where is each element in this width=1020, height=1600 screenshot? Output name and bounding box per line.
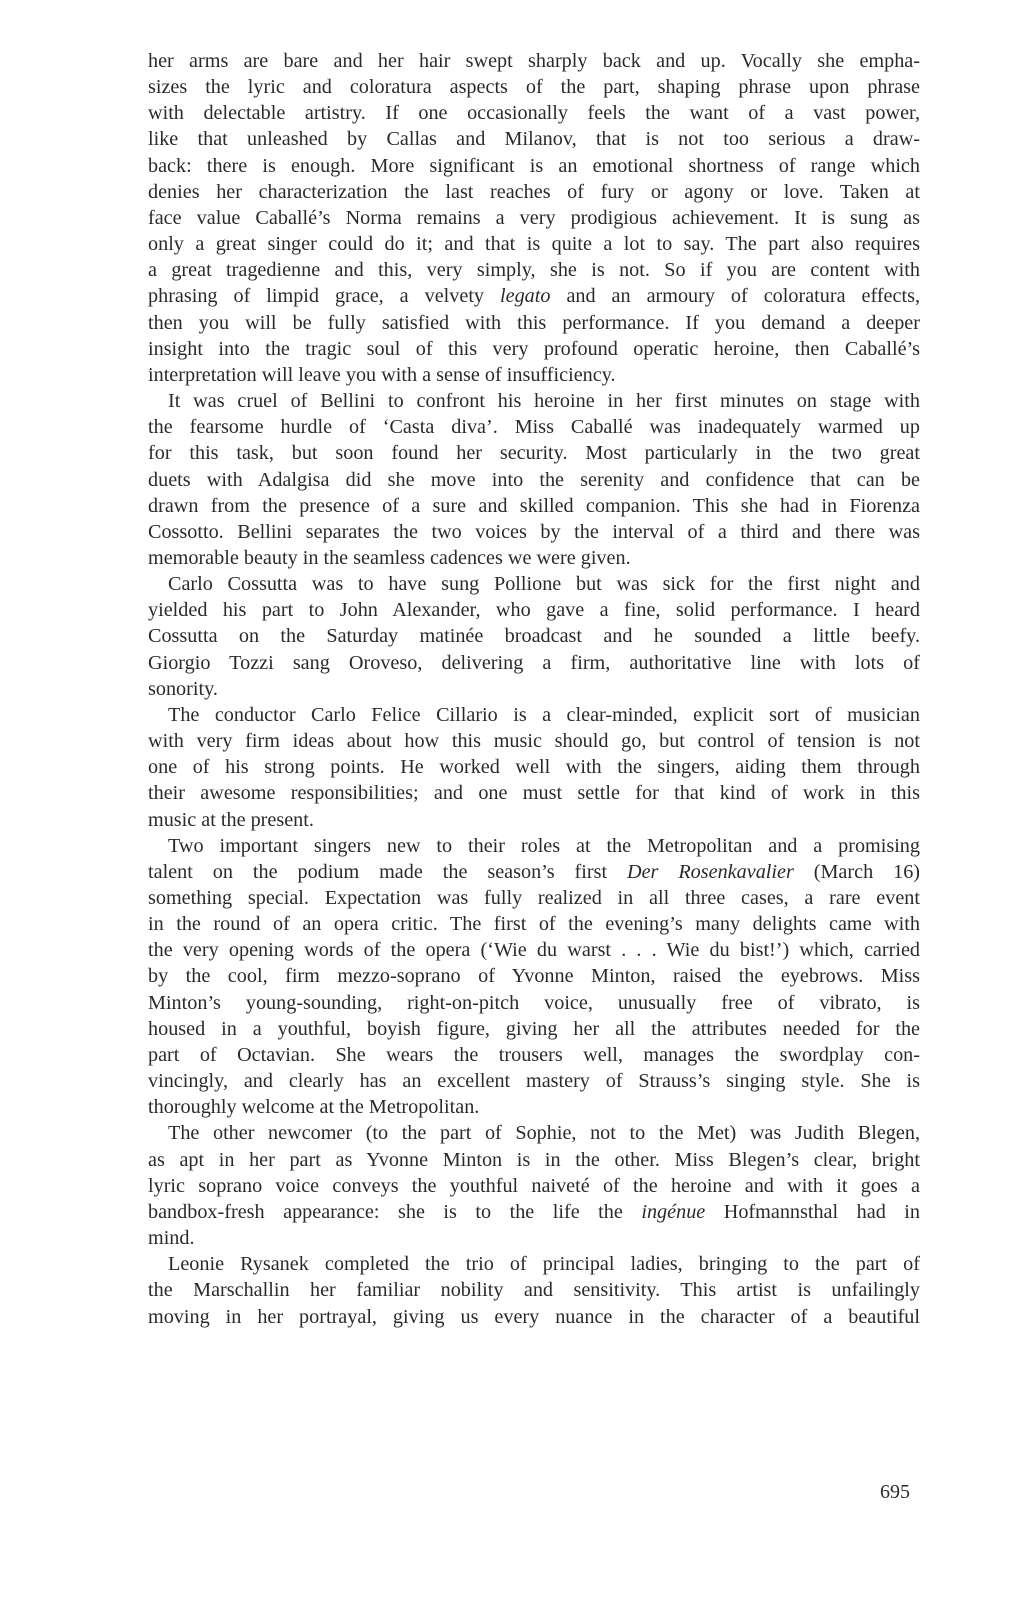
text-line: moving in her portrayal, giving us every nuance in the character of a beautiful: [148, 1305, 920, 1328]
text-line: one of his strong points. He worked well with the singers, aiding them through: [148, 756, 920, 779]
text-line: by the cool, firm mezzo-soprano of Yvonne Minton, raised the eyebrows. Miss: [148, 965, 920, 988]
text-line: bandbox-fresh appearance: she is to the life the ingénue Hofmannsthal had in: [148, 1200, 920, 1223]
text-line: The conductor Carlo Felice Cillario is a clear-minded, explicit sort of musician: [168, 703, 920, 726]
text-line: face value Caballé’s Norma remains a very prodigious achievement. It is sung as: [148, 206, 920, 229]
text-line: Cossutta on the Saturday matinée broadcast and he sounded a little beefy.: [148, 625, 920, 648]
text-line: phrasing of limpid grace, a velvety legato and an armoury of coloratura effects,: [148, 285, 920, 308]
text-line: insight into the tragic soul of this very profound operatic heroine, then Caballé’s: [148, 337, 920, 360]
text-line: duets with Adalgisa did she move into the serenity and confidence that can be: [148, 468, 920, 491]
paragraph: [148, 833, 920, 1121]
paragraph: [148, 1251, 920, 1329]
paragraph: [148, 702, 920, 833]
text-line: part of Octavian. She wears the trousers well, manages the swordplay con-: [148, 1043, 920, 1066]
italic-title: ingénue: [641, 1200, 706, 1223]
text-line: talent on the podium made the season’s first Der Rosenkavalier (March 16): [148, 860, 921, 883]
italic-title: Der Rosenkavalier: [627, 860, 794, 883]
text-line: Two important singers new to their roles at the Metropolitan and a promising: [168, 834, 920, 857]
text-line: Cossotto. Bellini separates the two voices by the interval of a third and there was: [148, 520, 920, 543]
italic-title: legato: [500, 285, 551, 308]
text-line: thoroughly welcome at the Metropolitan.: [148, 1096, 480, 1119]
text-line: for this task, but soon found her security. Most particularly in the two great: [148, 442, 920, 465]
paragraph: [148, 1120, 920, 1251]
text-line: memorable beauty in the seamless cadences we were given.: [148, 546, 631, 569]
text-line: her arms are bare and her hair swept sharply back and up. Vocally she empha-: [148, 50, 920, 72]
paragraph: [148, 388, 920, 571]
paragraph: [148, 571, 920, 702]
text-line: It was cruel of Bellini to confront his heroine in her first minutes on stage with: [168, 390, 920, 413]
text-line: the Marschallin her familiar nobility and sensitivity. This artist is unfailingly: [148, 1279, 920, 1302]
text-line: denies her characterization the last reaches of fury or agony or love. Taken at: [148, 180, 920, 203]
text-line: Carlo Cossutta was to have sung Pollione but was sick for the first night and: [168, 573, 920, 596]
text-line: interpretation will leave you with a sense of insufficiency.: [148, 363, 616, 386]
text-line: the fearsome hurdle of ‘Casta diva’. Miss Caballé was inadequately warmed up: [148, 416, 920, 439]
text-line: Giorgio Tozzi sang Oroveso, delivering a firm, authoritative line with lots of: [148, 651, 920, 674]
text-line: a great tragedienne and this, very simply, she is not. So if you are content with: [148, 259, 920, 282]
text-line: sonority.: [148, 677, 218, 700]
paragraph: [148, 48, 920, 388]
text-line: vincingly, and clearly has an excellent mastery of Strauss’s singing style. She is: [148, 1070, 920, 1093]
text-line: yielded his part to John Alexander, who gave a fine, solid performance. I heard: [148, 599, 920, 622]
text-line: music at the present.: [148, 808, 314, 831]
page-body: [148, 48, 920, 1330]
text-line: mind.: [148, 1227, 195, 1250]
text-line: back: there is enough. More significant is an emotional shortness of range which: [148, 154, 920, 177]
text-line: lyric soprano voice conveys the youthful naiveté of the heroine and with it goes a: [148, 1174, 920, 1197]
text-line: drawn from the presence of a sure and skilled companion. This she had in Fiorenza: [148, 494, 920, 517]
text-line: in the round of an opera critic. The first of the evening’s many delights came with: [148, 913, 920, 936]
text-line: something special. Expectation was fully realized in all three cases, a rare event: [148, 887, 920, 909]
text-line: housed in a youthful, boyish figure, giving her all the attributes needed for the: [148, 1017, 920, 1040]
text-line: The other newcomer (to the part of Sophie, not to the Met) was Judith Blegen,: [168, 1122, 920, 1145]
text-line: only a great singer could do it; and that is quite a lot to say. The part also requires: [148, 233, 920, 256]
page-number: 695: [880, 1481, 910, 1503]
text-line: with very firm ideas about how this music should go, but control of tension is not: [148, 730, 920, 753]
text-line: as apt in her part as Yvonne Minton is in the other. Miss Blegen’s clear, bright: [148, 1148, 920, 1171]
text-line: Minton’s young-sounding, right-on-pitch voice, unusually free of vibrato, is: [148, 991, 920, 1014]
text-line: sizes the lyric and coloratura aspects of the part, shaping phrase upon phrase: [148, 76, 920, 99]
text-line: Leonie Rysanek completed the trio of principal ladies, bringing to the part of: [168, 1253, 920, 1276]
text-line: then you will be fully satisfied with this performance. If you demand a deeper: [148, 311, 920, 334]
text-line: like that unleashed by Callas and Milanov, that is not too serious a draw-: [148, 128, 920, 151]
text-line: their awesome responsibilities; and one must settle for that kind of work in this: [148, 782, 920, 805]
text-line: with delectable artistry. If one occasionally feels the want of a vast power,: [148, 102, 920, 125]
text-line: the very opening words of the opera (‘Wie du warst . . . Wie du bist!’) which, carried: [148, 939, 920, 962]
